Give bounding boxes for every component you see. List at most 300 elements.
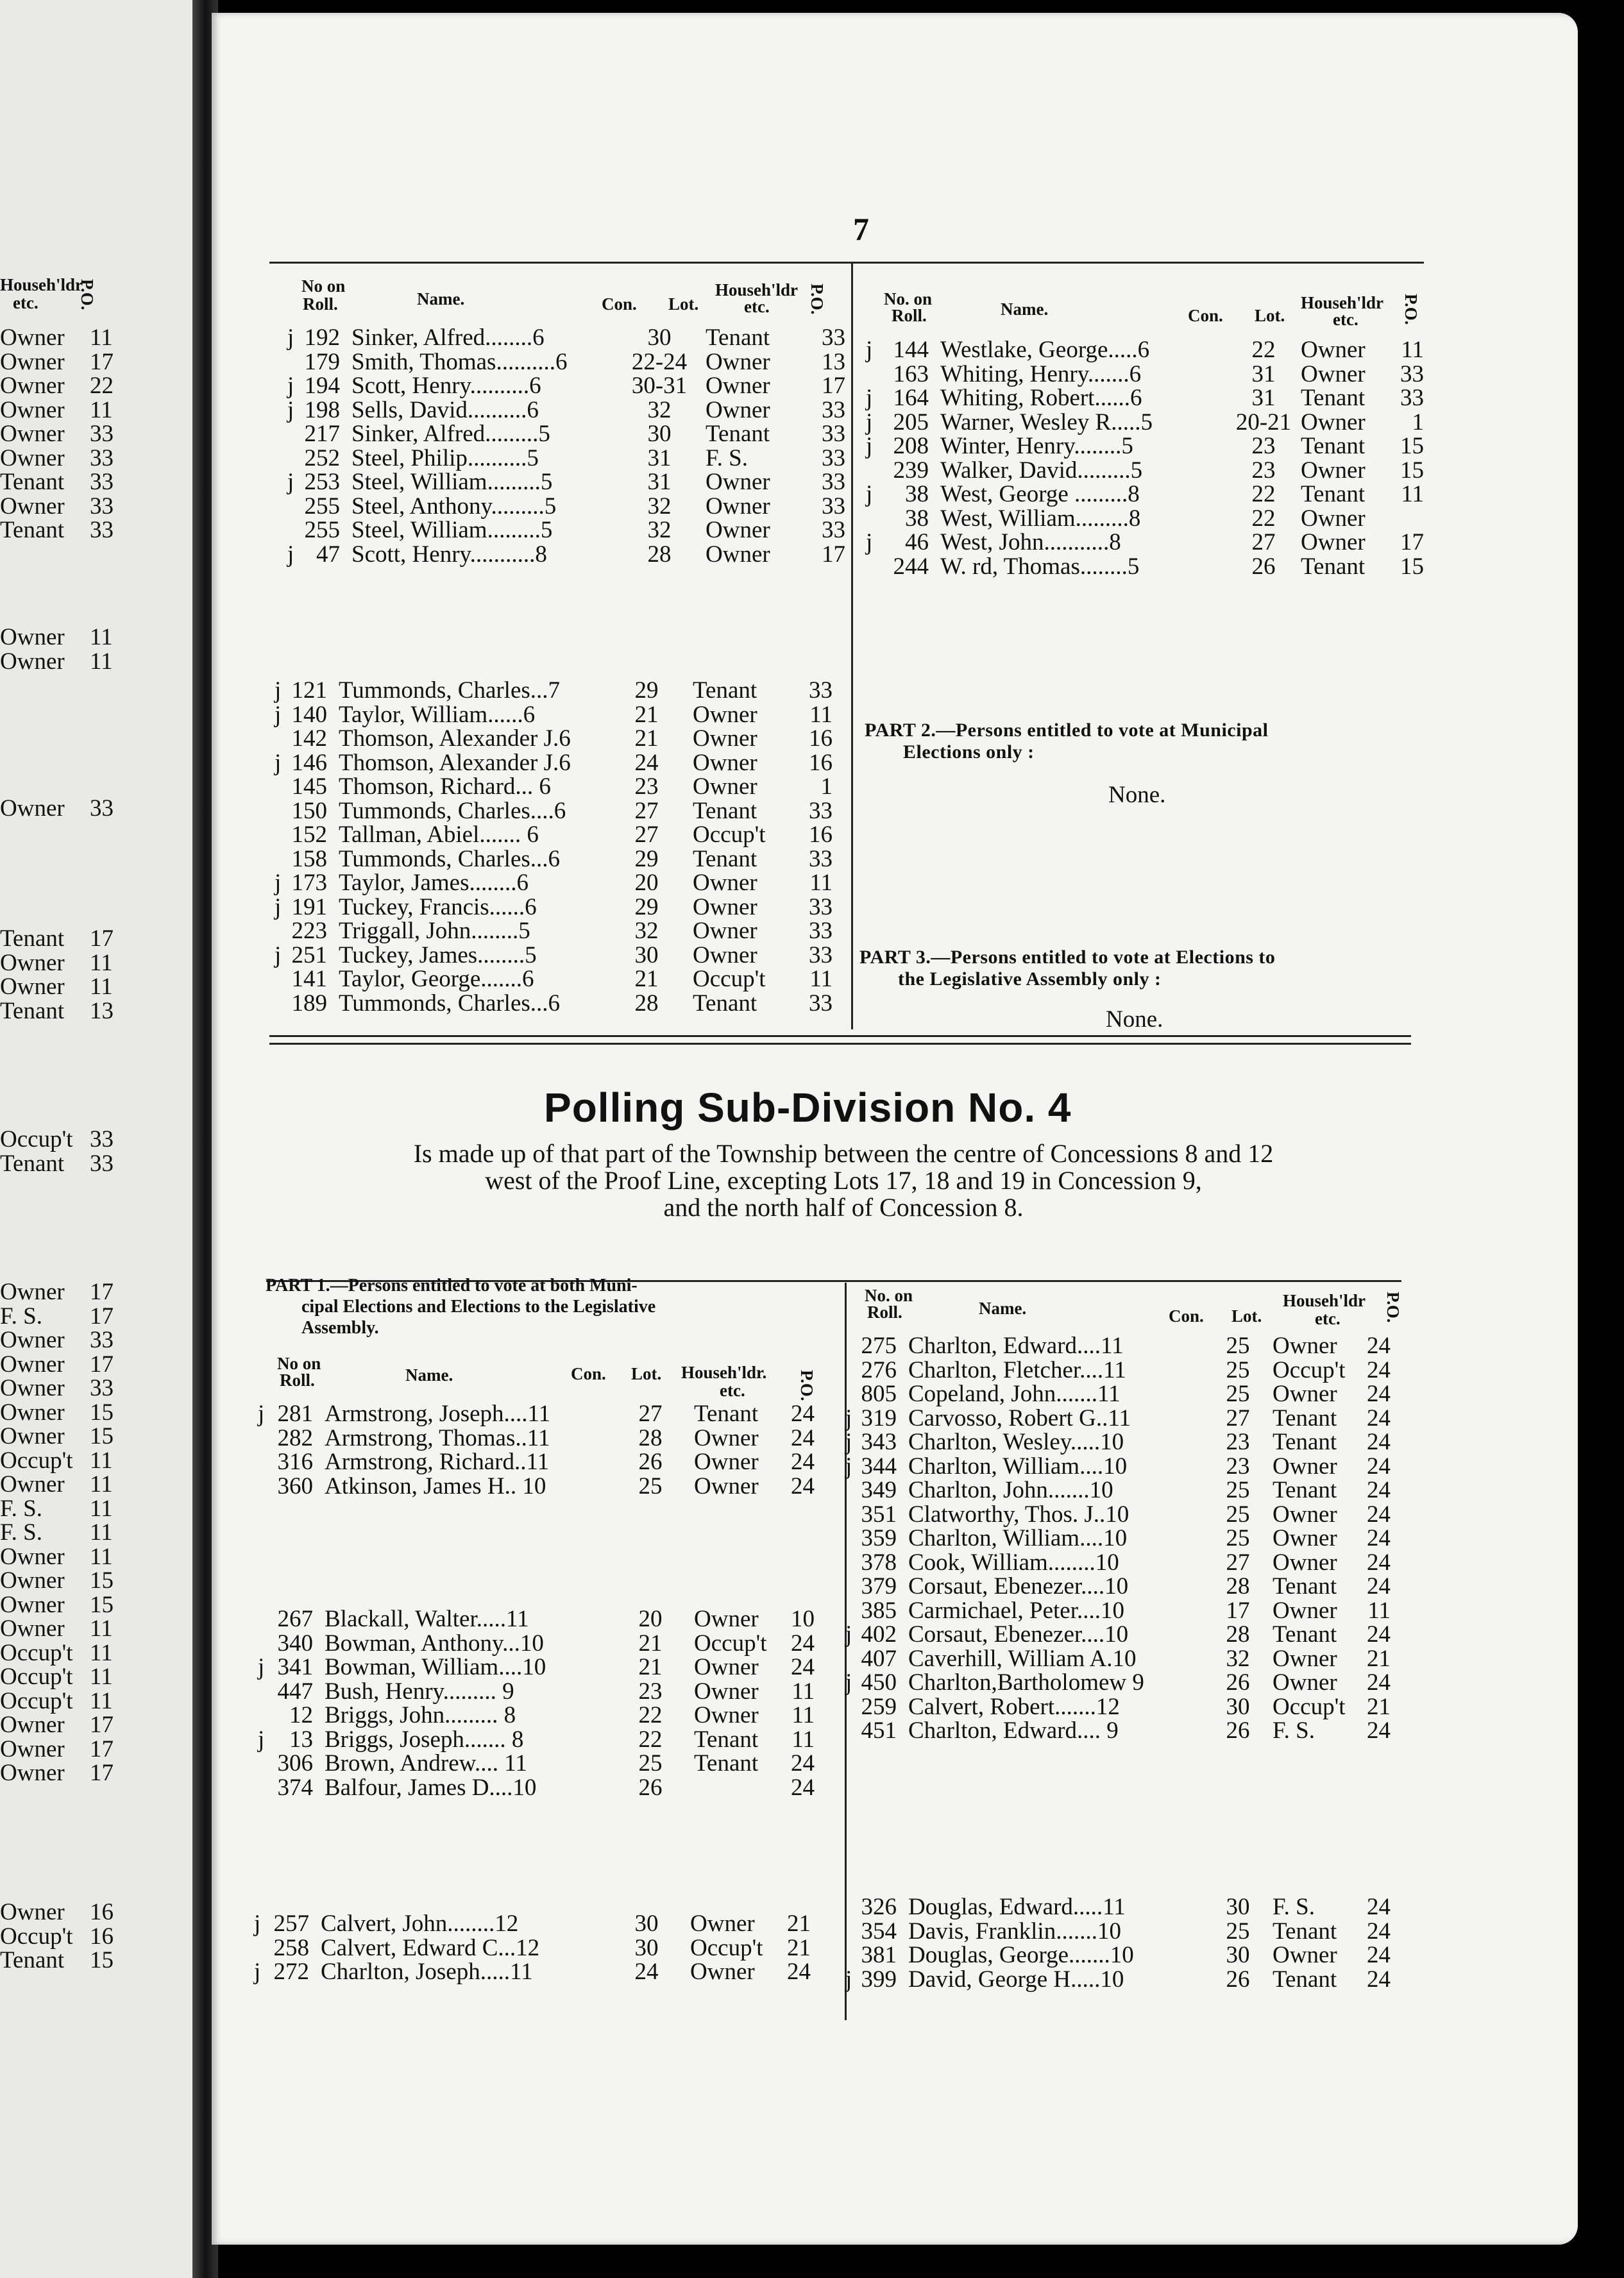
bottom-left-col-headers bbox=[277, 1354, 842, 1399]
part3-heading bbox=[859, 947, 1424, 990]
lot: 31 bbox=[1251, 360, 1276, 387]
mark: j bbox=[275, 701, 282, 728]
lot: 25 bbox=[1226, 1381, 1250, 1407]
lot: 29 bbox=[634, 845, 659, 872]
householder-status: Tenant bbox=[0, 1947, 65, 1973]
post-office: 33 bbox=[822, 517, 845, 543]
post-office: 11 bbox=[90, 648, 113, 675]
voter-name: Scott, Henry..........6 bbox=[351, 373, 541, 399]
householder-status: Owner bbox=[1273, 1597, 1337, 1624]
post-office: 33 bbox=[90, 1126, 114, 1152]
lot: 31 bbox=[647, 444, 672, 471]
post-office: 24 bbox=[1367, 1717, 1391, 1744]
post-office: 33 bbox=[90, 421, 114, 447]
table-row bbox=[275, 919, 839, 943]
lot: 28 bbox=[634, 990, 659, 1017]
householder-status: Occup't bbox=[0, 1639, 73, 1666]
lot: 22 bbox=[1251, 481, 1276, 507]
post-office: 33 bbox=[809, 918, 833, 944]
hdr-po: P.O. bbox=[1401, 294, 1421, 325]
table-row bbox=[287, 326, 852, 350]
householder-status: Owner bbox=[1273, 1669, 1337, 1696]
table-row bbox=[258, 1450, 822, 1474]
post-office: 10 bbox=[791, 1606, 815, 1632]
post-office: 11 bbox=[90, 1639, 113, 1666]
hdr-lot: Lot. bbox=[668, 294, 699, 314]
voter-name: Thomson, Richard... 6 bbox=[339, 773, 551, 800]
householder-status: Owner bbox=[0, 493, 65, 519]
hdr-roll: Roll. bbox=[867, 1303, 902, 1322]
post-office: 24 bbox=[1367, 1573, 1391, 1599]
householder-status: Owner bbox=[694, 1449, 759, 1475]
roll-number: 450 bbox=[861, 1669, 897, 1696]
hdr-po: P.O. bbox=[808, 283, 827, 315]
lot: 28 bbox=[1226, 1573, 1250, 1599]
top-right-col-headers bbox=[884, 290, 1435, 335]
mark: j bbox=[275, 893, 282, 920]
roll-number: 191 bbox=[291, 893, 327, 920]
post-office: 24 bbox=[787, 1959, 811, 1985]
table-row bbox=[258, 1607, 822, 1632]
householder-status: Owner bbox=[0, 1760, 65, 1786]
voter-name: Thomson, Alexander J.6 bbox=[339, 749, 571, 776]
lot: 27 bbox=[1226, 1549, 1250, 1576]
mark: j bbox=[287, 373, 294, 399]
lot: 23 bbox=[1251, 433, 1276, 459]
householder-status: Owner bbox=[1301, 529, 1366, 555]
post-office: 15 bbox=[90, 1947, 114, 1973]
post-office: 24 bbox=[1367, 1405, 1391, 1431]
mark: j bbox=[287, 541, 294, 568]
householder-status: Owner bbox=[1273, 1525, 1337, 1551]
mark: j bbox=[258, 1654, 265, 1680]
voter-name: Balfour, James D....10 bbox=[325, 1774, 537, 1801]
householder-status: F. S. bbox=[1273, 1717, 1315, 1744]
table-row bbox=[866, 555, 1430, 579]
lot: 27 bbox=[634, 797, 659, 824]
hdr-no-on: No on bbox=[301, 276, 346, 296]
section-double-rule-2 bbox=[269, 1043, 1411, 1045]
roll-number: 402 bbox=[861, 1621, 897, 1648]
householder-status: Owner bbox=[1273, 1333, 1337, 1359]
table-row bbox=[254, 1960, 818, 1984]
section-title: Polling Sub-Division No. 4 bbox=[544, 1084, 1072, 1131]
voter-name: Blackall, Walter.....11 bbox=[325, 1606, 529, 1632]
roll-number: 179 bbox=[304, 348, 340, 375]
hdr-etc: etc. bbox=[720, 1381, 745, 1400]
roll-number: 205 bbox=[893, 409, 929, 435]
post-office: 11 bbox=[90, 396, 113, 423]
lot: 22 bbox=[638, 1702, 663, 1728]
householder-status: Tenant bbox=[694, 1750, 759, 1776]
roll-number: 47 bbox=[316, 541, 340, 568]
left-margin-hh-label: Househ'ldr bbox=[0, 275, 83, 294]
lot: 32 bbox=[647, 517, 672, 543]
post-office: 33 bbox=[90, 517, 114, 543]
table-row bbox=[845, 1895, 1410, 1919]
table-row bbox=[287, 446, 852, 471]
householder-status: Owner bbox=[1301, 360, 1366, 387]
post-office: 16 bbox=[809, 749, 833, 776]
post-office: 17 bbox=[90, 1760, 114, 1786]
post-office: 33 bbox=[809, 893, 833, 920]
voter-name: Calvert, John........12 bbox=[321, 1911, 519, 1937]
table-row bbox=[258, 1728, 822, 1752]
householder-status: Owner bbox=[693, 870, 757, 896]
householder-status: F. S. bbox=[1273, 1894, 1315, 1920]
lot: 26 bbox=[1226, 1669, 1250, 1696]
post-office: 24 bbox=[1367, 1918, 1391, 1945]
householder-status: Tenant bbox=[0, 997, 65, 1024]
part3-heading-line2: the Legislative Assembly only : bbox=[898, 968, 1162, 990]
hdr-roll: Roll. bbox=[280, 1371, 315, 1390]
householder-status: Owner bbox=[706, 493, 770, 519]
table-row bbox=[866, 434, 1430, 459]
householder-status: Occup't bbox=[0, 1126, 73, 1152]
voter-name: Charlton, Edward....11 bbox=[908, 1333, 1124, 1359]
post-office: 33 bbox=[822, 469, 845, 495]
lot: 17 bbox=[1226, 1597, 1250, 1624]
table-row bbox=[845, 1599, 1410, 1623]
lot: 30 bbox=[1226, 1894, 1250, 1920]
householder-status: Owner bbox=[0, 325, 65, 351]
post-office: 15 bbox=[1400, 433, 1424, 459]
table-row bbox=[845, 1358, 1410, 1383]
roll-number: 374 bbox=[277, 1774, 313, 1801]
lot: 32 bbox=[647, 493, 672, 519]
post-office: 24 bbox=[791, 1472, 815, 1499]
voter-name: Charlton, William....10 bbox=[908, 1525, 1128, 1551]
post-office: 11 bbox=[90, 1495, 113, 1522]
table-row bbox=[845, 1647, 1410, 1671]
table-row bbox=[866, 482, 1430, 507]
householder-status: Owner bbox=[1273, 1381, 1337, 1407]
lot: 25 bbox=[1226, 1525, 1250, 1551]
voter-name: Walker, David.........5 bbox=[940, 457, 1143, 484]
table-row bbox=[254, 1936, 818, 1961]
lot: 26 bbox=[638, 1774, 663, 1801]
householder-status: Occup't bbox=[0, 1687, 73, 1714]
roll-number: 208 bbox=[893, 433, 929, 459]
lot: 24 bbox=[634, 1959, 659, 1985]
householder-status: Owner bbox=[0, 1543, 65, 1570]
table-row bbox=[866, 338, 1430, 362]
post-office: 24 bbox=[1367, 1894, 1391, 1920]
householder-status: Owner bbox=[0, 348, 65, 375]
roll-number: 163 bbox=[893, 360, 929, 387]
householder-status: Tenant bbox=[1301, 385, 1366, 411]
mark: j bbox=[845, 1453, 852, 1480]
mark: j bbox=[275, 870, 282, 896]
roll-number: 38 bbox=[905, 505, 929, 532]
roll-number: 326 bbox=[861, 1894, 897, 1920]
table-row bbox=[845, 1551, 1410, 1575]
post-office: 17 bbox=[822, 373, 845, 399]
roll-number: 360 bbox=[277, 1472, 313, 1499]
hdr-lot: Lot. bbox=[631, 1364, 662, 1383]
table-row bbox=[845, 1503, 1410, 1527]
lot: 25 bbox=[638, 1472, 663, 1499]
post-office: 11 bbox=[90, 1447, 113, 1474]
post-office: 33 bbox=[809, 941, 833, 968]
mark: j bbox=[845, 1405, 852, 1431]
table-row bbox=[275, 871, 839, 895]
hdr-no-on: No. on bbox=[884, 289, 933, 308]
householder-status: Owner bbox=[706, 517, 770, 543]
post-office: 11 bbox=[791, 1726, 815, 1753]
householder-status: Tenant bbox=[693, 845, 757, 872]
table-row bbox=[866, 459, 1430, 483]
part1-heading-line2: cipal Elections and Elections to the Legislative bbox=[301, 1297, 656, 1317]
table-row bbox=[866, 410, 1430, 435]
table-row bbox=[258, 1474, 822, 1499]
table-row bbox=[845, 1623, 1410, 1647]
post-office: 11 bbox=[791, 1702, 815, 1728]
householder-status: Owner bbox=[693, 749, 757, 776]
householder-status: Owner bbox=[693, 773, 757, 800]
table-row bbox=[845, 1574, 1410, 1599]
table-row bbox=[258, 1751, 822, 1776]
mark: j bbox=[866, 409, 873, 435]
table-row bbox=[866, 530, 1430, 555]
lot: 26 bbox=[1226, 1966, 1250, 1993]
householder-status: Owner bbox=[0, 624, 65, 650]
householder-status: Tenant bbox=[1273, 1405, 1337, 1431]
roll-number: 340 bbox=[277, 1630, 313, 1657]
householder-status: Owner bbox=[1301, 457, 1366, 484]
post-office: 24 bbox=[791, 1401, 815, 1427]
table-row bbox=[845, 1526, 1410, 1551]
lot: 28 bbox=[638, 1424, 663, 1451]
post-office: 33 bbox=[90, 1327, 114, 1353]
householder-status: Owner bbox=[706, 373, 770, 399]
voter-name: Briggs, John......... 8 bbox=[325, 1702, 516, 1728]
householder-status: Owner bbox=[1273, 1453, 1337, 1480]
mark: j bbox=[845, 1621, 852, 1648]
householder-status: Tenant bbox=[694, 1401, 759, 1427]
post-office: 21 bbox=[787, 1911, 811, 1937]
post-office: 33 bbox=[822, 325, 845, 351]
post-office: 33 bbox=[809, 797, 833, 824]
roll-number: 341 bbox=[277, 1654, 313, 1680]
householder-status: Occup't bbox=[693, 966, 766, 992]
roll-number: 194 bbox=[304, 373, 340, 399]
voter-name: Calvert, Robert.......12 bbox=[908, 1693, 1120, 1720]
lot: 21 bbox=[634, 966, 659, 992]
post-office: 17 bbox=[90, 1279, 114, 1305]
householder-status: Occup't bbox=[694, 1630, 767, 1657]
lot: 25 bbox=[1226, 1356, 1250, 1383]
post-office: 15 bbox=[90, 1591, 114, 1618]
table-row bbox=[258, 1632, 822, 1656]
householder-status: Owner bbox=[0, 795, 65, 822]
mark: j bbox=[287, 325, 294, 351]
post-office: 33 bbox=[90, 795, 114, 822]
roll-number: 121 bbox=[291, 677, 327, 704]
householder-status: Tenant bbox=[0, 1150, 65, 1177]
lot: 27 bbox=[638, 1401, 663, 1427]
householder-status: Owner bbox=[706, 469, 770, 495]
post-office: 11 bbox=[90, 949, 113, 976]
table-row bbox=[845, 1695, 1410, 1719]
voter-name: Thomson, Alexander J.6 bbox=[339, 725, 571, 752]
mark: j bbox=[275, 677, 282, 704]
post-office: 24 bbox=[1367, 1549, 1391, 1576]
roll-number: 351 bbox=[861, 1501, 897, 1528]
hdr-roll: Roll. bbox=[892, 306, 927, 325]
householder-status: Owner bbox=[0, 444, 65, 471]
lot: 23 bbox=[1226, 1429, 1250, 1455]
table-row bbox=[287, 518, 852, 543]
table-row bbox=[275, 895, 839, 920]
mark: j bbox=[275, 941, 282, 968]
bottom-right-col-headers bbox=[865, 1287, 1429, 1331]
lot: 30 bbox=[647, 421, 672, 447]
table-row bbox=[275, 943, 839, 968]
voter-name: West, George .........8 bbox=[940, 481, 1140, 507]
section-desc-line3: and the north half of Concession 8. bbox=[663, 1193, 1024, 1222]
table-row bbox=[845, 1719, 1410, 1743]
householder-status: Tenant bbox=[1273, 1918, 1337, 1945]
table-row bbox=[845, 1430, 1410, 1455]
householder-status: Tenant bbox=[1273, 1429, 1337, 1455]
voter-name: Charlton, Edward.... 9 bbox=[908, 1717, 1119, 1744]
section-desc-line1: Is made up of that part of the Township between the centre of Concessions 8 and 12 bbox=[413, 1139, 1274, 1168]
householder-status: Owner bbox=[706, 396, 770, 423]
voter-name: W. rd, Thomas........5 bbox=[940, 553, 1140, 580]
table-row bbox=[287, 374, 852, 398]
post-office: 11 bbox=[1367, 1597, 1391, 1624]
post-office: 15 bbox=[90, 1423, 114, 1449]
voter-name: Tummonds, Charles...6 bbox=[339, 990, 561, 1017]
roll-number: 141 bbox=[291, 966, 327, 992]
table-row bbox=[275, 823, 839, 847]
voter-name: Charlton, Fletcher....11 bbox=[908, 1356, 1126, 1383]
table-row bbox=[258, 1655, 822, 1680]
post-office: 17 bbox=[90, 1303, 114, 1329]
post-office: 11 bbox=[90, 974, 113, 1000]
householder-status: Occup't bbox=[0, 1664, 73, 1690]
roll-number: 255 bbox=[304, 493, 340, 519]
householder-status: Owner bbox=[0, 1279, 65, 1305]
hdr-hh: Househ'ldr bbox=[1301, 293, 1384, 312]
post-office: 11 bbox=[90, 624, 113, 650]
mark: j bbox=[275, 749, 282, 776]
householder-status: Owner bbox=[706, 541, 770, 568]
post-office: 33 bbox=[822, 396, 845, 423]
voter-name: Armstrong, Richard..11 bbox=[325, 1449, 550, 1475]
voter-name: Brown, Andrew.... 11 bbox=[325, 1750, 527, 1776]
post-office: 11 bbox=[90, 1519, 113, 1546]
householder-status: Owner bbox=[0, 1327, 65, 1353]
roll-number: 275 bbox=[861, 1333, 897, 1359]
table-row bbox=[845, 1968, 1410, 1992]
householder-status: Owner bbox=[0, 373, 65, 399]
roll-number: 239 bbox=[893, 457, 929, 484]
table-row bbox=[275, 991, 839, 1016]
table-row bbox=[845, 1382, 1410, 1406]
voter-name: Douglas, Edward.....11 bbox=[908, 1894, 1126, 1920]
householder-status: F. S. bbox=[706, 444, 748, 471]
post-office: 17 bbox=[90, 1735, 114, 1762]
roll-number: 189 bbox=[291, 990, 327, 1017]
lot: 22-24 bbox=[631, 348, 688, 375]
post-office: 24 bbox=[1367, 1501, 1391, 1528]
table-row bbox=[845, 1919, 1410, 1944]
part3-none: None. bbox=[1106, 1006, 1163, 1033]
voter-name: Charlton, Wesley.....10 bbox=[908, 1429, 1124, 1455]
mark: j bbox=[258, 1726, 265, 1753]
table-row bbox=[275, 799, 839, 823]
voter-name: Bowman, William....10 bbox=[325, 1654, 546, 1680]
post-office: 33 bbox=[822, 493, 845, 519]
householder-status: Owner bbox=[690, 1959, 755, 1985]
householder-status: Owner bbox=[690, 1911, 755, 1937]
lot: 22 bbox=[1251, 505, 1276, 532]
mark: j bbox=[845, 1669, 852, 1696]
post-office: 11 bbox=[90, 1664, 113, 1690]
lot: 32 bbox=[1226, 1645, 1250, 1672]
post-office: 15 bbox=[90, 1567, 114, 1594]
voter-name: Armstrong, Joseph....11 bbox=[325, 1401, 551, 1427]
lot: 30 bbox=[1226, 1693, 1250, 1720]
hdr-name: Name. bbox=[1001, 300, 1049, 319]
roll-number: 38 bbox=[905, 481, 929, 507]
lot: 22 bbox=[1251, 337, 1276, 363]
voter-name: Scott, Henry...........8 bbox=[351, 541, 547, 568]
householder-status: Tenant bbox=[1273, 1966, 1337, 1993]
part2-heading-line1: PART 2.—Persons entitled to vote at Municipal bbox=[865, 720, 1269, 741]
lot: 24 bbox=[634, 749, 659, 776]
roll-number: 258 bbox=[273, 1934, 309, 1961]
lot: 21 bbox=[638, 1654, 663, 1680]
hdr-etc: etc. bbox=[744, 297, 770, 316]
lot: 25 bbox=[1226, 1501, 1250, 1528]
voter-name: Steel, Anthony.........5 bbox=[351, 493, 557, 519]
lot: 25 bbox=[1226, 1477, 1250, 1503]
roll-number: 281 bbox=[277, 1401, 313, 1427]
lot: 28 bbox=[647, 541, 672, 568]
post-office: 13 bbox=[90, 997, 114, 1024]
post-office: 24 bbox=[1367, 1429, 1391, 1455]
roll-number: 158 bbox=[291, 845, 327, 872]
householder-status: Owner bbox=[0, 1351, 65, 1378]
table-row bbox=[275, 679, 839, 703]
voter-name: Calvert, Edward C...12 bbox=[321, 1934, 540, 1961]
post-office: 17 bbox=[1400, 529, 1424, 555]
roll-number: 251 bbox=[291, 941, 327, 968]
hdr-no-on: No on bbox=[277, 1354, 321, 1373]
householder-status: Owner bbox=[0, 1899, 65, 1925]
roll-number: 198 bbox=[304, 396, 340, 423]
lot: 29 bbox=[634, 677, 659, 704]
voter-name: Triggall, John........5 bbox=[339, 918, 530, 944]
voter-name: Winter, Henry........5 bbox=[940, 433, 1133, 459]
householder-status: Owner bbox=[0, 1375, 65, 1401]
hdr-lot: Lot. bbox=[1255, 306, 1285, 325]
householder-status: Owner bbox=[706, 348, 770, 375]
table-row bbox=[258, 1402, 822, 1426]
table-row bbox=[258, 1703, 822, 1728]
post-office: 33 bbox=[1400, 385, 1424, 411]
voter-name: Douglas, George.......10 bbox=[908, 1942, 1134, 1968]
roll-number: 381 bbox=[861, 1942, 897, 1968]
post-office: 24 bbox=[791, 1750, 815, 1776]
householder-status: Tenant bbox=[693, 797, 757, 824]
hdr-etc: etc. bbox=[1315, 1309, 1341, 1328]
lot: 30 bbox=[634, 1934, 659, 1961]
lot: 26 bbox=[1226, 1717, 1250, 1744]
